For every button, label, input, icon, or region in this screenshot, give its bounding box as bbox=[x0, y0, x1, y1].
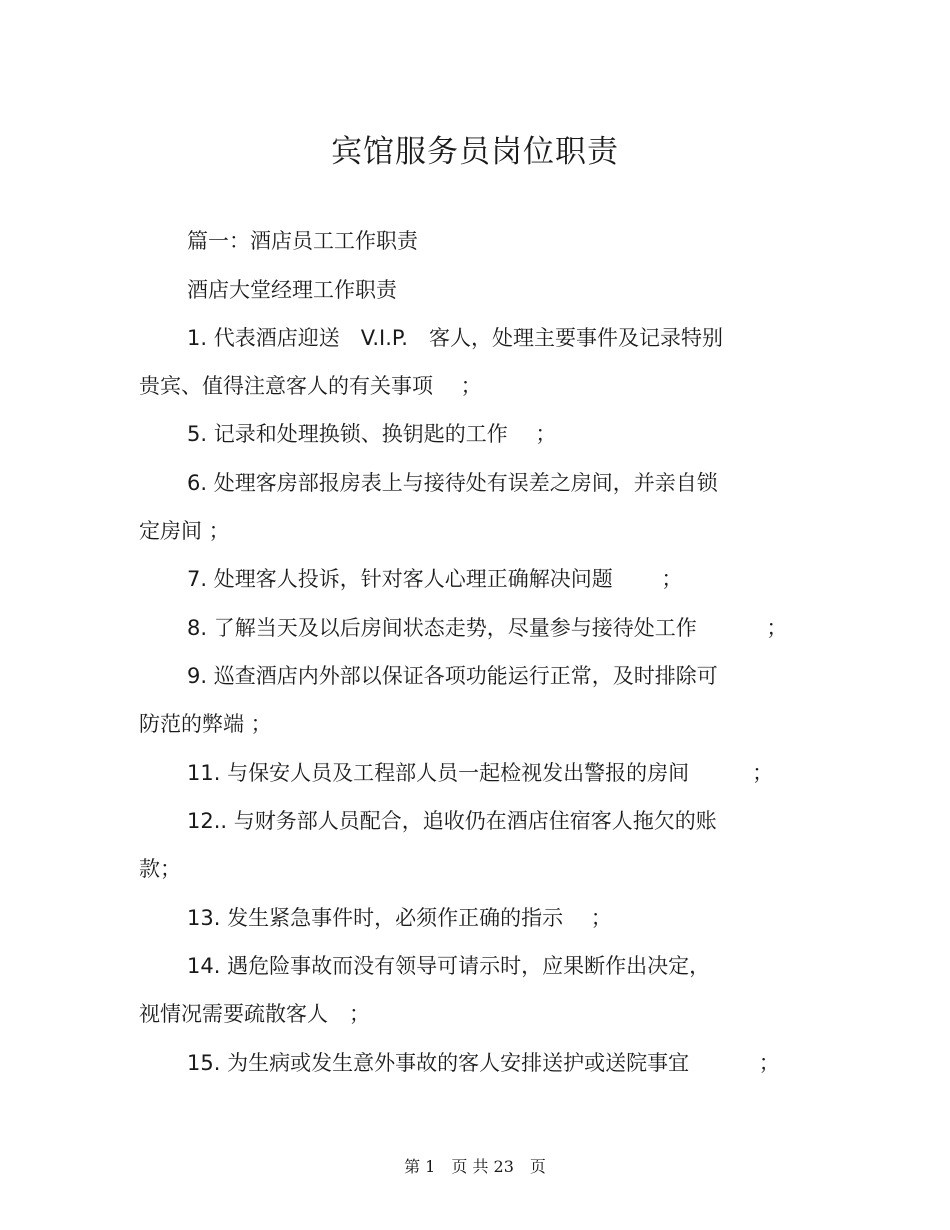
paragraph: 视情况需要疏散客人 ； bbox=[139, 1002, 370, 1026]
paragraph: 防范的弊端 ； bbox=[139, 712, 272, 736]
paragraph: 篇一：酒店员工工作职责 bbox=[187, 229, 418, 253]
paragraph: 1. 代表酒店迎送 V.I.P. 客人，处理主要事件及记录特别 bbox=[187, 326, 723, 350]
paragraph: 12.. 与财务部人员配合，追收仍在酒店住宿客人拖欠的账 bbox=[187, 809, 717, 833]
paragraph: 贵宾、值得注意客人的有关事项 ； bbox=[139, 374, 482, 398]
paragraph: 定房间 ； bbox=[139, 519, 230, 543]
paragraph: 13. 发生紧急事件时，必须作正确的指示 ； bbox=[187, 906, 612, 930]
paragraph: 8. 了解当天及以后房间状态走势，尽量参与接待处工作 ； bbox=[187, 616, 788, 640]
paragraph: 9. 巡查酒店内外部以保证各项功能运行正常，及时排除可 bbox=[187, 664, 718, 688]
page-number: 第 1 页 共 23 页 bbox=[404, 1157, 546, 1176]
paragraph: 酒店大堂经理工作职责 bbox=[187, 278, 397, 302]
paragraph: 14. 遇危险事故而没有领导可请示时，应果断作出决定， bbox=[187, 954, 711, 978]
paragraph: 5. 记录和处理换锁、换钥匙的工作 ； bbox=[187, 422, 557, 446]
paragraph: 款； bbox=[139, 857, 181, 881]
paragraph: 15. 为生病或发生意外事故的客人安排送护或送院事宜 ； bbox=[187, 1051, 780, 1075]
paragraph: 11. 与保安人员及工程部人员一起检视发出警报的房间 ； bbox=[187, 761, 774, 785]
paragraph: 7. 处理客人投诉，针对客人心理正确解决问题 ； bbox=[187, 567, 683, 591]
paragraph: 6. 处理客房部报房表上与接待处有误差之房间，并亲自锁 bbox=[187, 471, 718, 495]
document-title: 宾馆服务员岗位职责 bbox=[331, 134, 619, 170]
